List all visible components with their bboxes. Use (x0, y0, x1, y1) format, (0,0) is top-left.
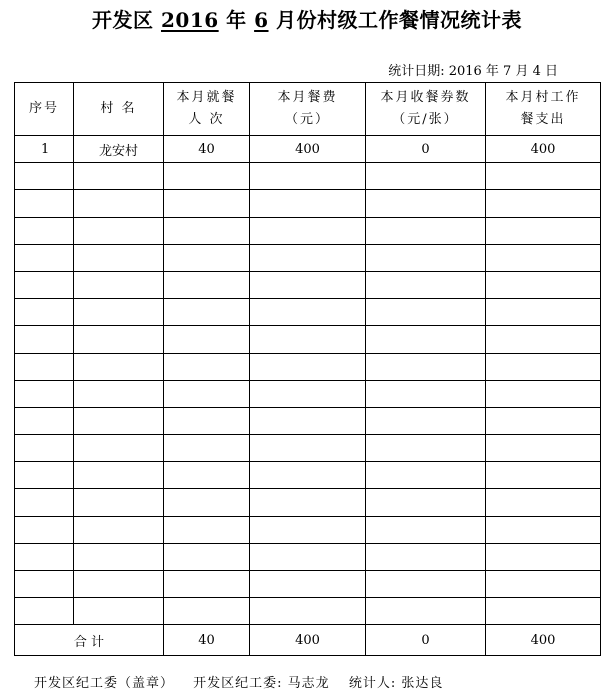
cell-expense (486, 380, 601, 407)
cell-fee (250, 217, 366, 244)
title-prefix: 开发区 (92, 8, 154, 32)
cell-meals (164, 489, 250, 516)
header-index: 序号 (15, 83, 74, 136)
cell-index (15, 326, 74, 353)
cell-village (74, 244, 164, 271)
header-coupons: 本月收餐券数 （元/张） (366, 83, 486, 136)
cell-fee (250, 516, 366, 543)
cell-expense (486, 190, 601, 217)
table-row (15, 380, 601, 407)
cell-expense (486, 489, 601, 516)
cell-fee (250, 462, 366, 489)
cell-index (15, 571, 74, 598)
cell-index (15, 380, 74, 407)
cell-fee (250, 489, 366, 516)
header-row (15, 83, 601, 136)
table-row (15, 353, 601, 380)
cell-fee (250, 271, 366, 298)
table-row (15, 326, 601, 353)
cell-village (74, 380, 164, 407)
header-meals: 本月就餐 人 次 (164, 83, 250, 136)
cell-index (15, 190, 74, 217)
cell-meals (164, 598, 250, 625)
cell-village (74, 543, 164, 570)
cell-index (15, 598, 74, 625)
cell-expense (486, 598, 601, 625)
header-fee: 本月餐费 （元） (250, 83, 366, 136)
cell-coupons (366, 244, 486, 271)
cell-coupons (366, 516, 486, 543)
cell-expense (486, 462, 601, 489)
cell-expense (486, 163, 601, 190)
cell-index (15, 407, 74, 434)
cell-coupons (366, 380, 486, 407)
cell-meals (164, 435, 250, 462)
table-row (15, 244, 601, 271)
total-coupons: 0 (366, 625, 486, 656)
cell-village (74, 435, 164, 462)
cell-coupons (366, 326, 486, 353)
seal-label: 开发区纪工委（盖章） (34, 676, 175, 691)
cell-coupons (366, 353, 486, 380)
title-rest: 月份村级工作餐情况统计表 (275, 8, 522, 32)
cell-expense: 400 (486, 136, 601, 163)
cell-village (74, 462, 164, 489)
cell-fee (250, 163, 366, 190)
table-row (15, 543, 601, 570)
cell-index (15, 244, 74, 271)
cell-index (15, 543, 74, 570)
cell-meals (164, 190, 250, 217)
cell-village (74, 598, 164, 625)
cell-expense (486, 299, 601, 326)
cell-index (15, 217, 74, 244)
table-row (15, 136, 601, 163)
cell-fee (250, 299, 366, 326)
table-row (15, 271, 601, 298)
cell-fee (250, 543, 366, 570)
table-row (15, 299, 601, 326)
table-row (15, 190, 601, 217)
table-row (15, 217, 601, 244)
cell-village (74, 407, 164, 434)
cell-coupons (366, 435, 486, 462)
header-village: 村 名 (74, 83, 164, 136)
meal-statistics-table (14, 82, 601, 656)
cell-expense (486, 271, 601, 298)
cell-meals (164, 353, 250, 380)
cell-coupons (366, 571, 486, 598)
table-row (15, 407, 601, 434)
cell-village (74, 271, 164, 298)
cell-meals (164, 516, 250, 543)
cell-index (15, 435, 74, 462)
cell-index (15, 516, 74, 543)
cell-expense (486, 407, 601, 434)
cell-village (74, 163, 164, 190)
total-meals: 40 (164, 625, 250, 656)
cell-fee (250, 326, 366, 353)
cell-fee: 400 (250, 136, 366, 163)
cell-village (74, 516, 164, 543)
cell-expense (486, 244, 601, 271)
cell-index: 1 (15, 136, 74, 163)
table-row (15, 462, 601, 489)
cell-expense (486, 326, 601, 353)
cell-meals (164, 271, 250, 298)
signature-footer (34, 672, 457, 691)
cell-fee (250, 190, 366, 217)
cell-coupons (366, 271, 486, 298)
cell-fee (250, 407, 366, 434)
cell-meals (164, 380, 250, 407)
cell-meals (164, 163, 250, 190)
header-expense: 本月村工作 餐支出 (486, 83, 601, 136)
cell-coupons (366, 543, 486, 570)
cell-fee (250, 598, 366, 625)
cell-index (15, 271, 74, 298)
cell-expense (486, 353, 601, 380)
cell-expense (486, 543, 601, 570)
cell-village (74, 353, 164, 380)
cell-meals (164, 462, 250, 489)
cell-meals (164, 407, 250, 434)
total-expense: 400 (486, 625, 601, 656)
table-row (15, 163, 601, 190)
cell-coupons: 0 (366, 136, 486, 163)
stat-date: 统计日期: 2016 年 7 月 4 日 (388, 64, 558, 79)
cell-meals (164, 326, 250, 353)
cell-fee (250, 571, 366, 598)
table-row (15, 571, 601, 598)
cell-coupons (366, 462, 486, 489)
cell-fee (250, 380, 366, 407)
total-fee: 400 (250, 625, 366, 656)
total-row (15, 625, 601, 656)
cell-meals (164, 244, 250, 271)
cell-village (74, 571, 164, 598)
cell-coupons (366, 598, 486, 625)
cell-village: 龙安村 (74, 136, 164, 163)
table-row (15, 489, 601, 516)
statistician-signer: 统计人: 张达良 (348, 676, 444, 691)
cell-meals: 40 (164, 136, 250, 163)
committee-signer: 开发区纪工委: 马志龙 (193, 676, 330, 691)
title-month: 6 (254, 8, 269, 32)
table-row (15, 435, 601, 462)
cell-expense (486, 516, 601, 543)
cell-index (15, 353, 74, 380)
cell-coupons (366, 190, 486, 217)
title-year-suffix: 年 (226, 8, 247, 32)
cell-village (74, 217, 164, 244)
page-title (0, 4, 614, 33)
cell-village (74, 299, 164, 326)
cell-expense (486, 217, 601, 244)
table-row (15, 516, 601, 543)
cell-index (15, 299, 74, 326)
cell-meals (164, 217, 250, 244)
cell-coupons (366, 489, 486, 516)
cell-fee (250, 353, 366, 380)
table-row (15, 598, 601, 625)
cell-village (74, 190, 164, 217)
cell-coupons (366, 163, 486, 190)
total-label: 合 计 (15, 625, 164, 656)
cell-index (15, 462, 74, 489)
cell-expense (486, 435, 601, 462)
cell-village (74, 326, 164, 353)
cell-coupons (366, 407, 486, 434)
cell-coupons (366, 217, 486, 244)
cell-coupons (366, 299, 486, 326)
cell-expense (486, 571, 601, 598)
cell-fee (250, 244, 366, 271)
cell-meals (164, 299, 250, 326)
cell-fee (250, 435, 366, 462)
cell-meals (164, 571, 250, 598)
title-year: 2016 (160, 8, 219, 32)
cell-village (74, 489, 164, 516)
table-body (15, 136, 601, 625)
cell-index (15, 163, 74, 190)
cell-meals (164, 543, 250, 570)
cell-index (15, 489, 74, 516)
